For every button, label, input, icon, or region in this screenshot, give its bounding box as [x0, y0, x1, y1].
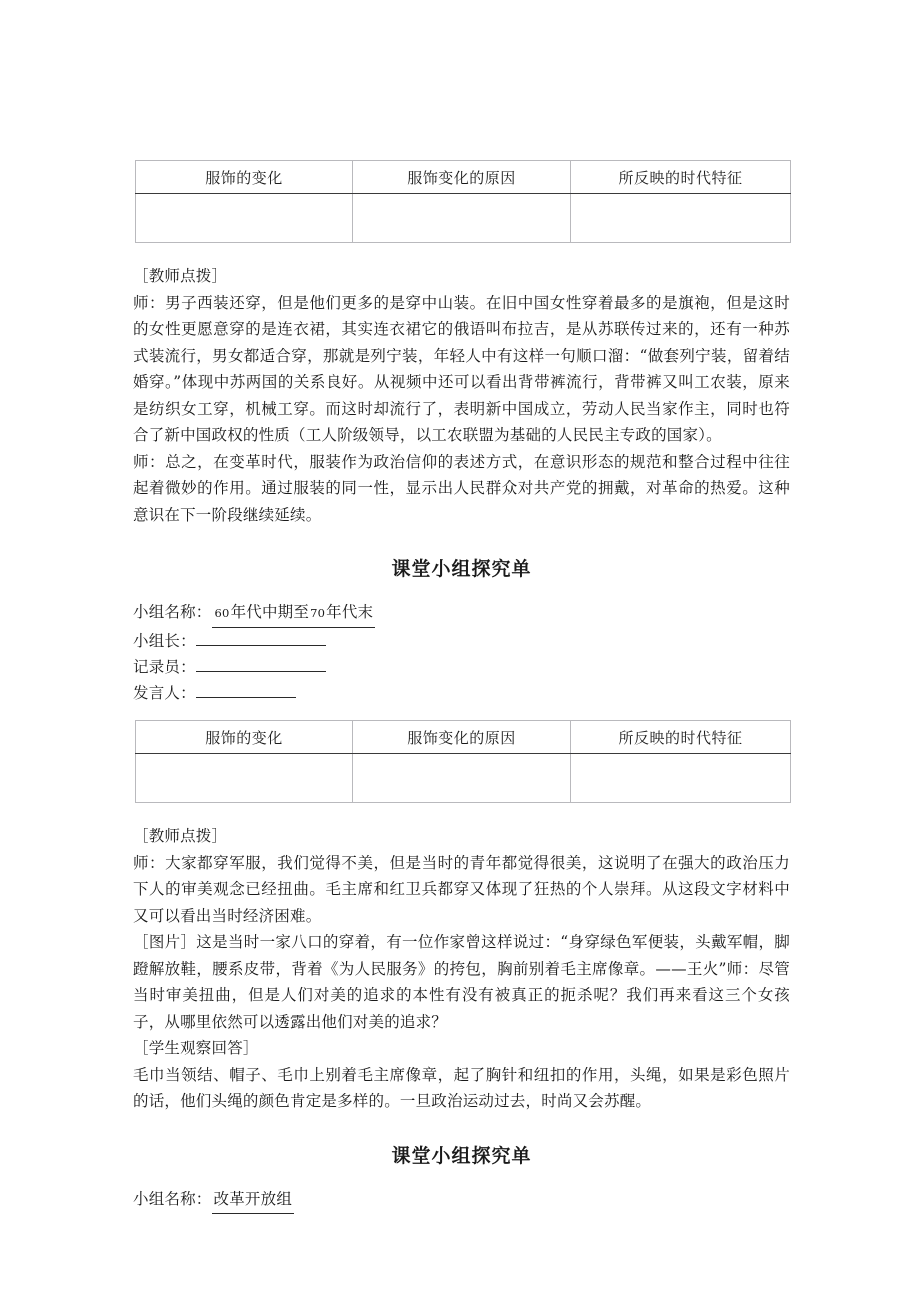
field-value-group-leader-1[interactable] — [196, 644, 326, 646]
table-cell-reason[interactable] — [353, 194, 571, 243]
form-fields-1 — [133, 599, 790, 706]
field-value-speaker-1[interactable] — [196, 696, 296, 698]
table-cell-reason[interactable] — [353, 754, 571, 803]
student-answer-paragraph: 毛巾当领结、帽子、毛巾上别着毛主席像章，起了胸针和纽扣的作用，头绳，如果是彩色照片的话，他们头绳的颜色肯定是多样的。一旦政治运动过去，时尚又会苏醒。 — [133, 1065, 790, 1110]
teacher-paragraph-1b: 师：总之，在变革时代，服装作为政治信仰的表述方式，在意识形态的规范和整合过程中往往起着微妙的作用。通过服装的同一性，显示出人民群众对共产党的拥戴，对革命的热爱。这种意识在下一阶段继续延续。 — [133, 452, 790, 524]
field-label-recorder-1: 记录员： — [133, 658, 196, 676]
teacher-tip-label-1: ［教师点拨］ — [133, 267, 228, 285]
field-row-recorder-1 — [133, 654, 790, 680]
table-cell-era[interactable] — [571, 754, 791, 803]
teacher-tip-label-2: ［教师点拨］ — [133, 827, 228, 845]
field-value-group-name-2[interactable]: 改革开放组 — [212, 1186, 295, 1214]
field-label-group-name-2: 小组名称： — [133, 1189, 212, 1208]
teacher-paragraph-2a: 师：大家都穿军服，我们觉得不美，但是当时的青年都觉得很美，这说明了在强大的政治压力下人的审美观念已经扭曲。毛主席和红卫兵都穿又体现了狂热的个人崇拜。从这段文字材料中又可以看出当时经济困难。 — [133, 853, 790, 925]
field-value-recorder-1[interactable] — [196, 670, 326, 672]
group-name-decade-start: 60 — [214, 606, 230, 620]
table-header-row — [136, 721, 791, 754]
table-cell-change[interactable] — [136, 194, 353, 243]
student-answer-label: ［学生观察回答］ — [133, 1039, 259, 1057]
table-header-cell-reason: 服饰变化的原因 — [353, 161, 571, 194]
field-label-group-leader-1: 小组长： — [133, 632, 196, 650]
table-row — [136, 754, 791, 803]
teacher-paragraph-1a: 师：男子西装还穿，但是他们更多的是穿中山装。在旧中国女性穿着最多的是旗袍，但是这时的女性更愿意穿的是连衣裙，其实连衣裙它的俄语叫布拉吉，是从苏联传过来的，还有一种苏式装流行，男女都适合穿，那就是列宁装，年轻人中有这样一句顺口溜：“做套列宁装，留着结婚穿。”体现中苏两国的关系良好。从视频中还可以看出背带裤流行，背带裤又叫工农装，原来是纺织女工穿，机械工穿。而这时却流行了，表明新中国成立，劳动人民当家作主，同时也符合了新中国政权的性质（工人阶级领导，以工农联盟为基础的人民民主专政的国家）。 — [133, 293, 790, 444]
table-header-cell-era: 所反映的时代特征 — [571, 161, 791, 194]
field-row-group-name-2 — [133, 1186, 790, 1214]
group-name-decade-end: 70 — [310, 606, 326, 620]
field-value-group-name-1[interactable] — [212, 599, 376, 628]
inquiry-table-1 — [135, 160, 791, 243]
form-fields-2 — [133, 1186, 790, 1214]
spacer — [133, 803, 790, 823]
field-row-group-name-1 — [133, 599, 790, 628]
table-cell-change[interactable] — [136, 754, 353, 803]
group-name-end: 年代末 — [326, 603, 374, 621]
table-header-cell-era: 所反映的时代特征 — [571, 721, 791, 754]
form-heading-1: 课堂小组探究单 — [391, 558, 532, 580]
field-row-group-leader-1 — [133, 628, 790, 654]
form-heading-2: 课堂小组探究单 — [391, 1144, 532, 1167]
group-name-mid: 年代中期至 — [230, 603, 310, 621]
spacer — [133, 706, 790, 720]
field-label-speaker-1: 发言人： — [133, 684, 196, 702]
field-label-group-name-1: 小组名称： — [133, 603, 212, 621]
inquiry-table-2 — [135, 720, 791, 803]
table-cell-era[interactable] — [571, 194, 791, 243]
spacer — [133, 243, 790, 263]
table-header-row — [136, 161, 791, 194]
table-header-cell-change: 服饰的变化 — [136, 721, 353, 754]
table-row — [136, 194, 791, 243]
table-header-cell-reason: 服饰变化的原因 — [353, 721, 571, 754]
picture-paragraph-2b: ［图片］这是当时一家八口的穿着，有一位作家曾这样说过：“身穿绿色军便装，头戴军帽，脚蹬解放鞋，腰系皮带，背着《为人民服务》的挎包，胸前别着毛主席像章。——王火”师：尽管当时审美扭曲，但是人们对美的追求的本性有没有被真正的扼杀呢？我们再来看这三个女孩子，从哪里依然可以透露出他们对美的追求？ — [133, 933, 790, 1031]
table-header-cell-change: 服饰的变化 — [136, 161, 353, 194]
field-row-speaker-1 — [133, 680, 790, 706]
